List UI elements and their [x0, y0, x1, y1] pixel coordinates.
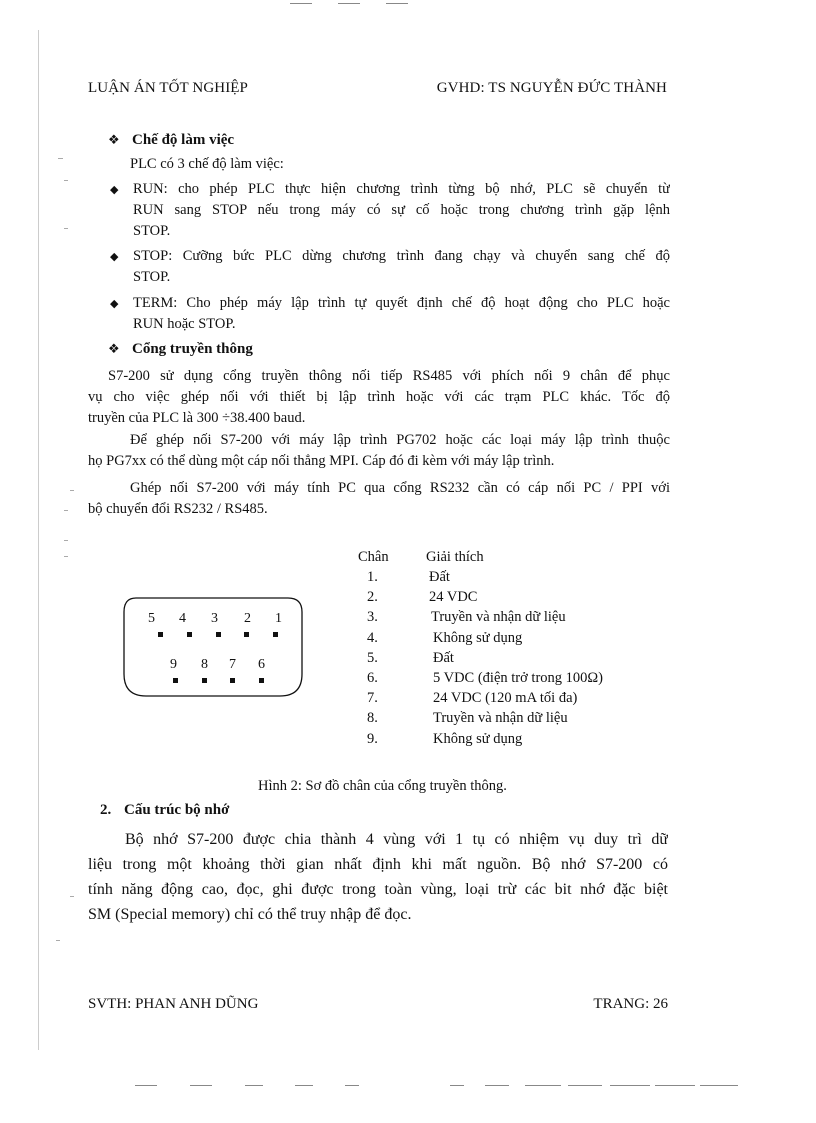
bullet-term-line2: RUN hoặc STOP. [133, 316, 236, 332]
scan-margin-line [38, 30, 39, 1050]
scan-artifact [64, 228, 68, 229]
pin-table-header-desc: Giải thích [426, 549, 484, 565]
bullet-run-line1: RUN: cho phép PLC thực hiện chương trình từng bộ nhớ, PLC sẽ chuyển từ [133, 181, 670, 197]
pin-label: 4 [179, 611, 186, 626]
scan-artifact [58, 158, 63, 159]
footer-left: SVTH: PHAN ANH DŨNG [88, 996, 259, 1012]
pin-description: Truyền và nhận dữ liệu [431, 609, 566, 626]
figure-caption: Hình 2: Sơ đồ chân của cổng truyền thông. [258, 778, 507, 794]
memory-heading-title: Cấu trúc bộ nhớ [124, 802, 230, 818]
scan-artifact [568, 1085, 602, 1086]
scan-artifact [485, 1085, 509, 1086]
pin-number: 1. [367, 569, 378, 585]
pin-table-pin-col [367, 567, 378, 749]
scan-artifact [56, 940, 60, 941]
pin-dot [244, 632, 249, 637]
bullet-run-line2: RUN sang STOP nếu trong máy có sự cố hoặc trong chương trình gặp lệnh [133, 202, 670, 218]
pin-number: 4. [367, 629, 378, 646]
bullet-icon: ◆ [110, 251, 119, 263]
pin-number: 6. [367, 670, 378, 687]
pin-label: 1 [275, 611, 282, 626]
memory-heading [100, 802, 229, 819]
pin-table-desc-col [429, 567, 603, 749]
scan-artifact [345, 1085, 359, 1086]
section-title-mode: Chế độ làm việc [132, 132, 235, 148]
pin-number: 3. [367, 609, 378, 626]
port-p2-line2: họ PG7xx có thể dùng một cáp nối thẳng MPI. Cáp đó đi kèm với máy lập trình. [88, 453, 555, 469]
port-p1-line3: truyền của PLC là 300 ÷38.400 baud. [88, 410, 306, 426]
scan-artifact [190, 1085, 212, 1086]
pin-dot [273, 632, 278, 637]
pin-description: 5 VDC (điện trở trong 100Ω) [433, 670, 604, 687]
pin-label: 3 [211, 611, 218, 626]
section-heading [108, 131, 234, 149]
pin-dot [216, 632, 221, 637]
scan-artifact [655, 1085, 695, 1086]
scan-artifact [525, 1085, 561, 1086]
port-p2-line1: Để ghép nối S7-200 với máy lập trình PG702 hoặc các loại máy lập trình thuộc [130, 432, 670, 448]
pin-label: 2 [244, 611, 251, 626]
pin-dot [259, 678, 264, 683]
bullet-term-line1: TERM: Cho phép máy lập trình tự quyết định chế độ hoạt động cho PLC hoặc [133, 295, 670, 311]
pin-label: 5 [148, 611, 155, 626]
footer-right: TRANG: 26 [593, 996, 668, 1012]
memory-line3: tính năng động cao, đọc, ghi được trong toàn vùng, loại trừ các bit nhớ đặc biệt [88, 881, 668, 898]
pin-dot [187, 632, 192, 637]
section-heading [108, 340, 253, 358]
pin-number: 9. [367, 730, 378, 747]
scan-artifact [338, 3, 360, 4]
pin-number: 2. [367, 589, 378, 606]
diamond-cluster-icon: ❖ [108, 341, 120, 356]
pin-label: 9 [170, 657, 177, 672]
scan-artifact [295, 1085, 313, 1086]
bullet-icon: ◆ [110, 298, 119, 310]
pin-label: 8 [201, 657, 208, 672]
port-p3-line1: Ghép nối S7-200 với máy tính PC qua cổng RS232 cần có cáp nối PC / PPI với [130, 480, 670, 496]
scan-artifact [64, 180, 68, 181]
pin-label: 6 [258, 657, 265, 672]
memory-line4: SM (Special memory) chỉ có thể truy nhập để đọc. [88, 906, 412, 923]
scan-artifact [245, 1085, 263, 1086]
port-p3-line2: bộ chuyển đổi RS232 / RS485. [88, 501, 268, 517]
scan-artifact [64, 556, 68, 557]
pin-description: 24 VDC [429, 589, 478, 606]
pin-description: Đất [429, 569, 450, 585]
bullet-run-line3: STOP. [133, 223, 171, 239]
scan-artifact [64, 510, 68, 511]
pin-dot [202, 678, 207, 683]
pin-number: 8. [367, 710, 378, 727]
pin-description: Không sử dụng [433, 629, 523, 646]
pin-description: Không sử dụng [433, 730, 523, 747]
port-p1-line1: S7-200 sử dụng cổng truyền thông nối tiếp RS485 với phích nối 9 chân để phục [108, 368, 670, 384]
bullet-icon: ◆ [110, 184, 119, 196]
scan-artifact [64, 540, 68, 541]
pin-description: 24 VDC (120 mA tối đa) [433, 690, 578, 707]
scan-artifact [70, 896, 74, 897]
memory-heading-number: 2. [100, 802, 112, 818]
header-right: GVHD: TS NGUYỄN ĐỨC THÀNH [436, 80, 667, 96]
mode-intro: PLC có 3 chế độ làm việc: [130, 156, 284, 172]
diamond-cluster-icon: ❖ [108, 132, 120, 147]
header-left: LUẬN ÁN TỐT NGHIỆP [88, 80, 248, 96]
memory-line2: liệu trong một khoảng thời gian nhất định khi mất nguồn. Bộ nhớ S7-200 có [88, 856, 668, 873]
pin-table-header-pin: Chân [358, 549, 389, 565]
pin-description: Đất [433, 649, 454, 666]
scan-artifact [70, 490, 74, 491]
scan-artifact [610, 1085, 650, 1086]
pin-number: 5. [367, 649, 378, 666]
pin-dot [158, 632, 163, 637]
pin-label: 7 [229, 657, 236, 672]
scan-artifact [290, 3, 312, 4]
pin-dot [173, 678, 178, 683]
section-title-port: Cổng truyền thông [132, 341, 253, 357]
scan-artifact [700, 1085, 738, 1086]
memory-line1: Bộ nhớ S7-200 được chia thành 4 vùng với 1 tụ có nhiệm vụ duy trì dữ [125, 831, 668, 848]
bullet-stop-line2: STOP. [133, 269, 171, 285]
bullet-stop-line1: STOP: Cưỡng bức PLC dừng chương trình đang chạy và chuyển sang chế độ [133, 248, 670, 264]
port-p1-line2: vụ cho việc ghép nối với thiết bị lập trình hoặc với các trạm PLC khác. Tốc độ [88, 389, 670, 405]
connector-diagram [122, 596, 304, 706]
scan-artifact [450, 1085, 464, 1086]
pin-number: 7. [367, 690, 378, 707]
pin-description: Truyền và nhận dữ liệu [433, 710, 568, 727]
scan-artifact [386, 3, 408, 4]
scan-artifact [135, 1085, 157, 1086]
pin-dot [230, 678, 235, 683]
